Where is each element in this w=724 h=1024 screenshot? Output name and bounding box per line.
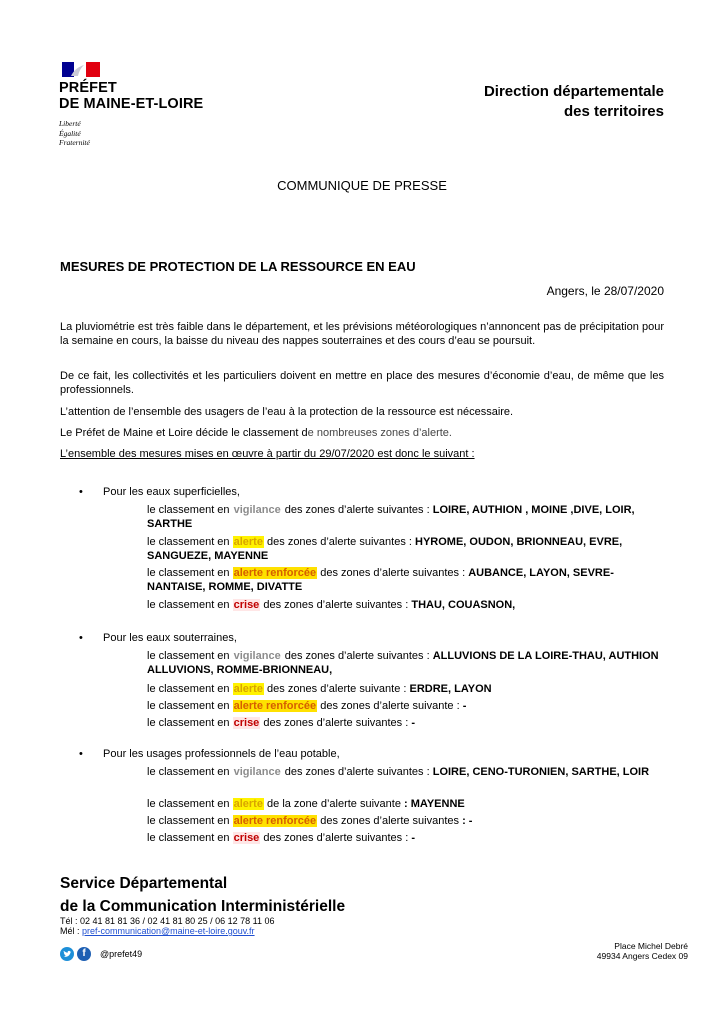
twitter-icon[interactable] xyxy=(60,947,74,961)
contact-email-line xyxy=(60,926,275,936)
list-item-sup-alerte-renforcee: le classement en alerte renforcée des zones d’alerte suivantes : AUBANCE, LAYON, SEVRE-NANTAISE, ROMME, DIVATTE xyxy=(147,567,614,593)
bullet-icon: • xyxy=(79,748,83,760)
zone-list: LOIRE, CENO-TURONIEN, SARTHE, LOIR xyxy=(432,766,650,778)
alerte-renforcee-label: alerte renforcée xyxy=(233,815,317,827)
paragraph-5: L’ensemble des mesures mises en œuvre à partir du 29/07/2020 est donc le suivant : xyxy=(60,448,475,460)
zone-list: - xyxy=(411,717,416,729)
bullet-icon: • xyxy=(79,486,83,498)
crise-label: crise xyxy=(233,717,260,729)
paragraph-2: De ce fait, les collectivités et les particuliers doivent en mettre en place des mesures d’économie d’eau, de même que les professionnels. xyxy=(60,370,664,396)
social-links xyxy=(60,946,142,962)
vigilance-label: vigilance xyxy=(233,650,281,662)
bullet-icon: • xyxy=(79,632,83,644)
list-item-sup-crise: le classement en crise des zones d’alerte suivantes : THAU, COUASNON, xyxy=(147,599,516,611)
communique-label: COMMUNIQUE DE PRESSE xyxy=(277,178,447,193)
section-heading-superficielles: Pour les eaux superficielles, xyxy=(103,486,240,498)
address-block xyxy=(597,941,688,961)
devise-fraternite: Fraternité xyxy=(59,138,90,147)
zone-list: - xyxy=(411,832,416,844)
paragraph-4 xyxy=(60,426,664,440)
zone-list: HYROME, OUDON, BRIONNEAU, EVRE, SANGUEZE, MAYENNE xyxy=(147,536,623,562)
service-line1: Service Départemental xyxy=(60,875,228,892)
zone-list: ERDRE, LAYON xyxy=(409,683,492,695)
crise-label: crise xyxy=(233,832,260,844)
crise-label: crise xyxy=(233,599,260,611)
paragraph-1: La pluviométrie est très faible dans le département, et les prévisions météorologiques n’annoncent pas de précipitation pour la semaine en cours, la baisse du niveau des nappes souterraines et des cours d’eau se poursuit. xyxy=(60,321,664,347)
zone-list: LOIRE, AUTHION , MOINE ,DIVE, LOIR, SARTHE xyxy=(147,504,635,530)
list-item-sout-crise: le classement en crise des zones d’alerte suivantes : - xyxy=(147,717,416,729)
list-item-sup-vigilance: le classement en vigilance des zones d’alerte suivantes : LOIRE, AUTHION , MOINE ,DIVE, LOIR, SARTHE xyxy=(147,504,635,530)
ddt-line1: Direction départementale xyxy=(483,83,664,100)
zone-list: : MAYENNE xyxy=(404,798,465,810)
prefet-line1: PRÉFET xyxy=(59,80,117,96)
paragraph-3: L’attention de l’ensemble des usagers de l’eau à la protection de la ressource est nécessaire. xyxy=(60,406,514,418)
alerte-label: alerte xyxy=(233,683,263,695)
list-item-pro-alerte: le classement en alerte de la zone d’alerte suivante : MAYENNE xyxy=(147,798,465,810)
address-line1: Place Michel Debré xyxy=(614,941,688,951)
marianne-logo xyxy=(62,62,100,77)
list-item-sout-vigilance: le classement en vigilance des zones d’alerte suivantes : ALLUVIONS DE LA LOIRE-THAU, AUTHION ALLUVIONS, ROMME-BRIONNEAU, xyxy=(147,650,659,676)
devise-egalite: Égalité xyxy=(59,128,81,138)
list-item-sout-alerte: le classement en alerte des zones d’alerte suivante : ERDRE, LAYON xyxy=(147,683,492,695)
ddt-line2: des territoires xyxy=(563,103,664,120)
zone-list: AUBANCE, LAYON, SEVRE-NANTAISE, ROMME, DIVATTE xyxy=(147,567,614,593)
paragraph-4-end: e nombreuses zones d’alerte. xyxy=(307,427,452,439)
contact-phone: Tél : 02 41 81 81 36 / 02 41 81 80 25 / 06 12 78 11 06 xyxy=(60,916,275,926)
contact-block xyxy=(60,916,275,936)
zone-list: THAU, COUASNON, xyxy=(411,599,516,611)
list-item-pro-crise: le classement en crise des zones d’alerte suivantes : - xyxy=(147,832,416,844)
zone-list: ALLUVIONS DE LA LOIRE-THAU, AUTHION ALLUVIONS, ROMME-BRIONNEAU, xyxy=(147,650,659,676)
alerte-renforcee-label: alerte renforcée xyxy=(233,567,317,579)
zone-list: : - xyxy=(462,815,473,827)
section-heading-souterraines: Pour les eaux souterraines, xyxy=(103,632,237,644)
devise-liberte: Liberté xyxy=(59,119,81,128)
list-item-pro-vigilance: le classement en vigilance des zones d’alerte suivantes : LOIRE, CENO-TURONIEN, SARTHE, LOIR xyxy=(147,766,650,778)
service-line2: de la Communication Interministérielle xyxy=(60,898,346,915)
prefet-line2: DE MAINE-ET-LOIRE xyxy=(59,96,204,112)
social-handle: @prefet49 xyxy=(100,949,143,959)
address-line2: 49934 Angers Cedex 09 xyxy=(596,951,688,961)
vigilance-label: vigilance xyxy=(233,504,281,516)
facebook-icon[interactable]: f xyxy=(77,947,91,961)
list-item-pro-alerte-renforcee: le classement en alerte renforcée des zones d’alerte suivantes : - xyxy=(147,815,473,827)
email-label: Mél : xyxy=(60,926,83,936)
page-title: MESURES DE PROTECTION DE LA RESSOURCE EN EAU xyxy=(60,259,416,274)
alerte-renforcee-label: alerte renforcée xyxy=(233,700,317,712)
ddt-heading xyxy=(484,82,664,122)
devise xyxy=(59,119,90,148)
email-link[interactable]: pref-communication@maine-et-loire.gouv.fr xyxy=(82,926,255,936)
vigilance-label: vigilance xyxy=(233,766,281,778)
list-item-sout-alerte-renforcee: le classement en alerte renforcée des zones d’alerte suivante : - xyxy=(147,700,467,712)
alerte-label: alerte xyxy=(233,536,263,548)
alerte-label: alerte xyxy=(233,798,263,810)
prefet-title xyxy=(59,80,203,112)
service-title xyxy=(60,872,345,918)
paragraph-4-start: Le Préfet de Maine et Loire décide le classement d xyxy=(60,427,308,439)
section-heading-professionnels: Pour les usages professionnels de l’eau potable, xyxy=(103,748,340,760)
list-item-sup-alerte: le classement en alerte des zones d’alerte suivantes : HYROME, OUDON, BRIONNEAU, EVRE, SANGUEZE, MAYENNE xyxy=(147,536,623,562)
zone-list: - xyxy=(462,700,467,712)
date-line: Angers, le 28/07/2020 xyxy=(546,284,664,298)
